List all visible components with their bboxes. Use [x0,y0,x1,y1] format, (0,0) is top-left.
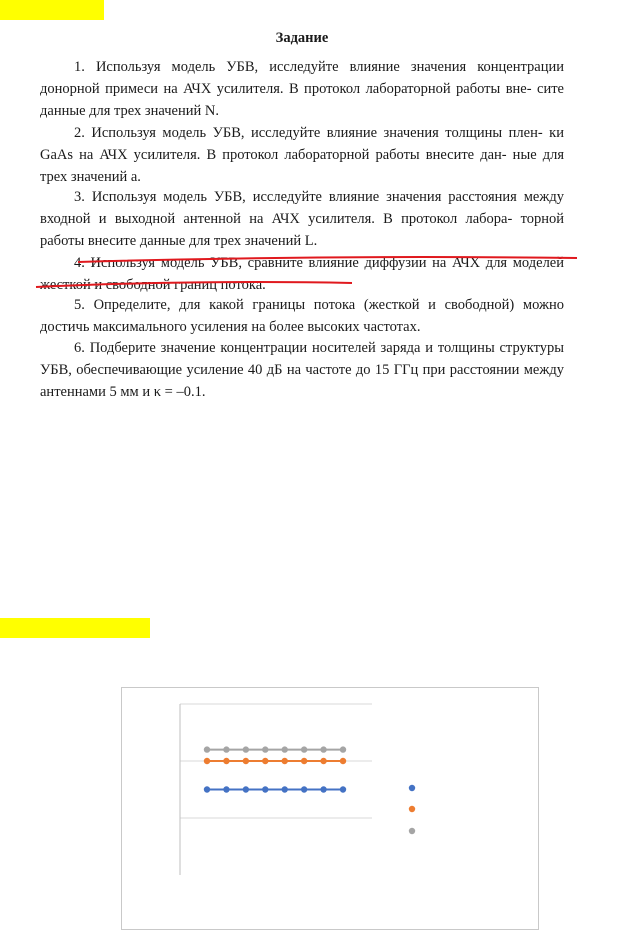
task-text: Подберите значение концентрации носителей заряда и толщины структуры УБВ, обеспечивающие усиление 40 дБ на частоте до 15 ГГц при расстоянии между антеннами 5 мм и κ = –0.1. [40,340,564,400]
legend-marker-series-1 [409,785,415,791]
series-1-point [204,786,210,792]
legend-marker-series-2 [409,806,415,812]
task-text: Используя модель УБВ, исследуйте влияние значения толщины плен- ки GaAs на АЧХ усилителя. В протокол лабораторной работы внесите дан- ные для трех значений a. [40,125,564,185]
task-text: Используя модель УБВ, сравните влияние диффузии на АЧХ для моделей жесткой и свободной границ потока. [40,255,565,293]
series-3-point [262,746,268,752]
series-1-point [262,786,268,792]
series-1-point [282,786,288,792]
series-1-point [301,786,307,792]
task-text: Используя модель УБВ, исследуйте влияние значения концентрации донорной примеси на АЧХ усилителя. В протокол лабораторной работы вне- сите данные для трех значений N. [40,59,564,119]
series-2-point [243,758,249,764]
task-number: 4. [74,255,85,271]
task-number: 3. [74,189,85,205]
series-2-point [301,758,307,764]
series-3-point [223,746,229,752]
series-2-point [340,758,346,764]
page-title: Задание [275,30,329,46]
series-2-point [223,758,229,764]
series-3-point [320,746,326,752]
series-2-point [282,758,288,764]
series-1-point [340,786,346,792]
series-3-point [340,746,346,752]
series-2-point [262,758,268,764]
series-3-point [204,746,210,752]
series-3-point [301,746,307,752]
series-1-point [243,786,249,792]
task-number: 5. [74,297,85,313]
legend-marker-series-3 [409,828,415,834]
task-number: 6. [74,340,85,356]
series-3-point [282,746,288,752]
series-2-point [320,758,326,764]
task-number: 2. [74,125,85,141]
task-text: Определите, для какой границы потока (жесткой и свободной) можно достичь максимального усиления на более высоких частотах. [40,297,564,335]
series-1-point [320,786,326,792]
series-3-point [243,746,249,752]
series-1-point [223,786,229,792]
series-2-point [204,758,210,764]
task-text: Используя модель УБВ, исследуйте влияние значения расстояния между входной и выходной антенной на АЧХ усилителя. В протокол лабора- торной работы внесите данные для трех значений L. [40,189,565,249]
task-number: 1. [74,59,85,75]
